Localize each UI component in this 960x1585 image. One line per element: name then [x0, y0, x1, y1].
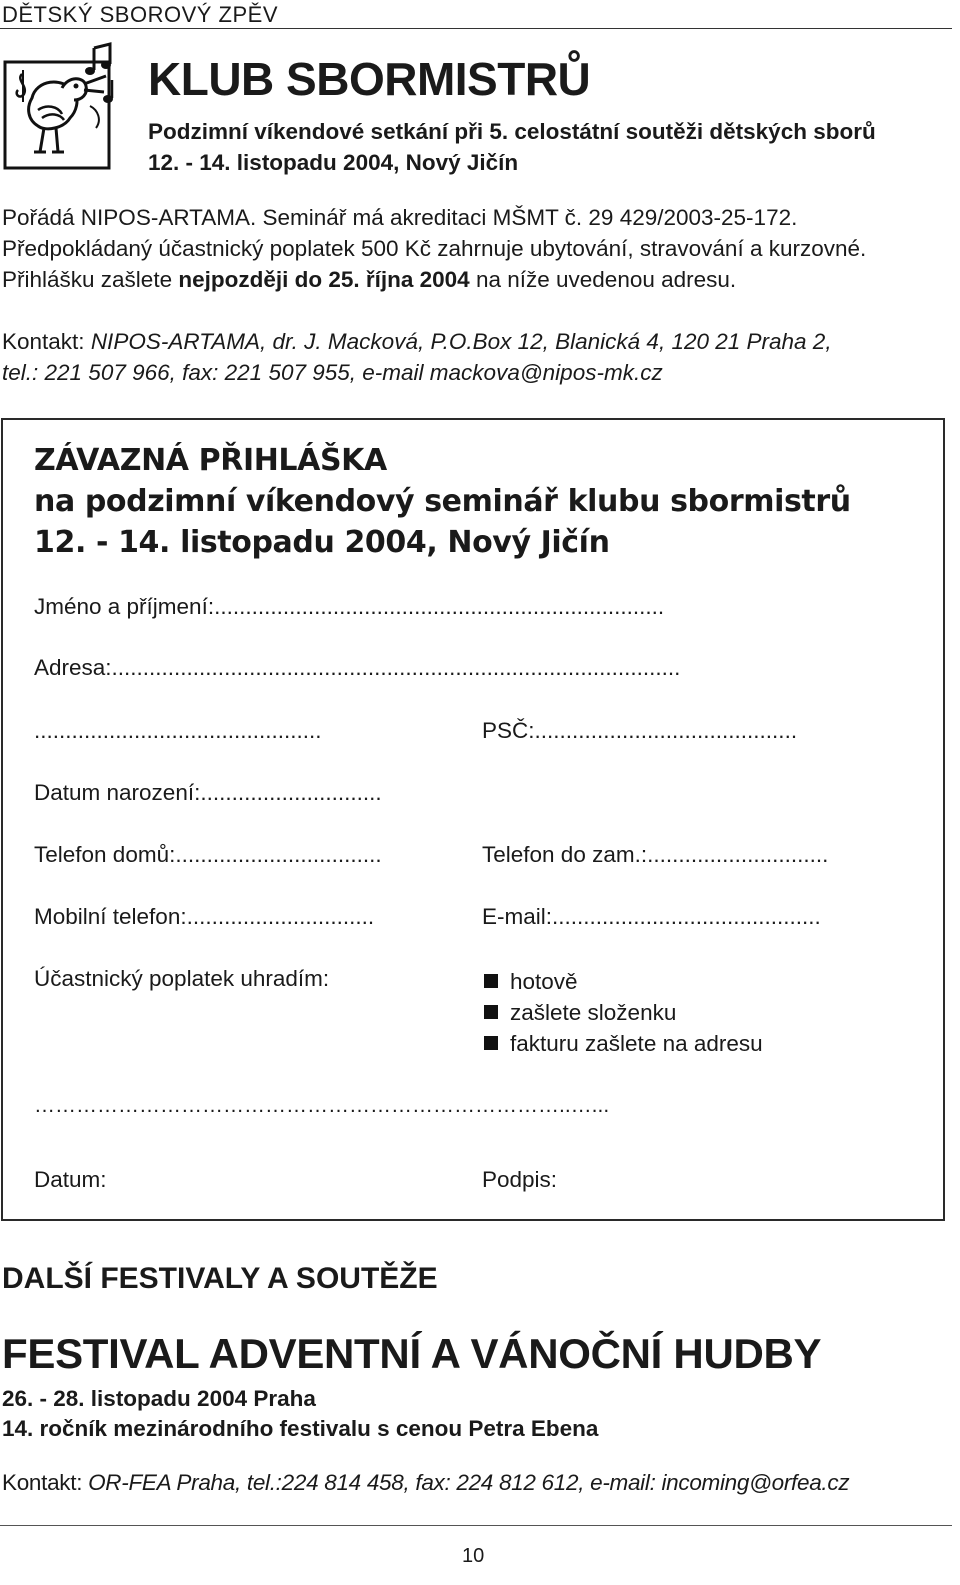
checkbox-square-icon[interactable]: [484, 1036, 498, 1050]
fee-option-label: fakturu zašlete na adresu: [510, 1031, 763, 1056]
contact-address: NIPOS-ARTAMA, dr. J. Macková, P.O.Box 12, Blanická 4, 120 21 Praha 2,: [90, 329, 832, 354]
header-rule: [0, 28, 952, 29]
club-title: KLUB SBORMISTRŮ: [148, 53, 591, 105]
contact-line1: [2, 326, 832, 357]
name-field[interactable]: Jméno a příjmení:........................................................................: [34, 594, 665, 619]
form-title-line2: na podzimní víkendový seminář klubu sbormistrů: [34, 484, 851, 519]
fee-option-label: zašlete složenku: [510, 1000, 677, 1025]
fee-option-label: hotově: [510, 969, 578, 994]
info-line1: Pořádá NIPOS-ARTAMA. Seminář má akreditaci MŠMT č. 29 429/2003-25-172.: [2, 205, 798, 230]
checkbox-square-icon[interactable]: [484, 1005, 498, 1019]
fee-option-cash[interactable]: [484, 966, 763, 997]
fee-option-invoice[interactable]: [484, 1028, 763, 1059]
info-line2: Předpokládaný účastnický poplatek 500 Kč zahrnuje ubytování, stravování a kurzovné.: [2, 236, 867, 261]
section-header: DĚTSKÝ SBOROVÝ ZPĚV: [2, 2, 279, 27]
info-line3-pre: Přihlášku zašlete: [2, 267, 179, 292]
contact-phone-email: tel.: 221 507 966, fax: 221 507 955, e-mail mackova@nipos-mk.cz: [2, 360, 663, 385]
club-subtitle-line1: Podzimní víkendové setkání při 5. celostátní soutěži dětských sborů: [148, 119, 876, 144]
festival-dates: 26. - 28. listopadu 2004 Praha: [2, 1386, 316, 1411]
contact-label: Kontakt:: [2, 329, 91, 354]
club-subtitle-line2: 12. - 14. listopadu 2004, Nový Jičín: [148, 150, 519, 175]
festival-contact-label: Kontakt:: [2, 1470, 89, 1495]
fee-options: [484, 966, 763, 1059]
festival-edition: 14. ročník mezinárodního festivalu s cenou Petra Ebena: [2, 1416, 599, 1441]
form-title-line3: 12. - 14. listopadu 2004, Nový Jičín: [34, 525, 610, 560]
deadline: nejpozději do 25. října 2004: [178, 267, 470, 292]
info-line3: [2, 264, 866, 295]
postal-code-field[interactable]: PSČ:..........................................: [482, 718, 798, 743]
contact-block: [2, 326, 832, 388]
club-subtitle: [148, 116, 876, 178]
contact-line2: [2, 357, 832, 388]
festivals-heading: DALŠÍ FESTIVALY A SOUTĚŽE: [2, 1262, 438, 1295]
birth-date-field[interactable]: Datum narození:.............................: [34, 780, 382, 805]
info-line3-post: na níže uvedenou adresu.: [469, 267, 737, 292]
footer-rule: [0, 1525, 952, 1526]
address-field[interactable]: Adresa:...........................................................................................: [34, 655, 681, 680]
form-title: [34, 440, 851, 563]
home-phone-field[interactable]: Telefon domů:.................................: [34, 842, 382, 867]
fee-option-postal-order[interactable]: [484, 997, 763, 1028]
date-label: Datum:: [34, 1167, 107, 1192]
singing-bird-logo-icon: [2, 40, 134, 172]
form-title-line1: ZÁVAZNÁ PŘIHLÁŠKA: [34, 443, 387, 478]
page-number: 10: [462, 1545, 485, 1567]
fee-label: Účastnický poplatek uhradím:: [34, 966, 330, 991]
signature-label: Podpis:: [482, 1167, 558, 1192]
festival-contact-text: OR-FEA Praha, tel.:224 814 458, fax: 224 812 612, e-mail: incoming@orfea.cz: [88, 1470, 850, 1495]
mobile-phone-field[interactable]: Mobilní telefon:..............................: [34, 904, 375, 929]
festival-title: FESTIVAL ADVENTNÍ A VÁNOČNÍ HUDBY: [2, 1330, 822, 1377]
info-block: [2, 202, 866, 295]
email-field[interactable]: E-mail:...........................................: [482, 904, 821, 929]
festival-contact: [2, 1467, 849, 1498]
checkbox-square-icon[interactable]: [484, 974, 498, 988]
address-continuation-field[interactable]: ..............................................: [34, 718, 322, 743]
work-phone-field[interactable]: Telefon do zam.:.............................: [482, 842, 829, 867]
signature-dotted-line[interactable]: …………………………………………………………………..…...: [34, 1094, 610, 1117]
